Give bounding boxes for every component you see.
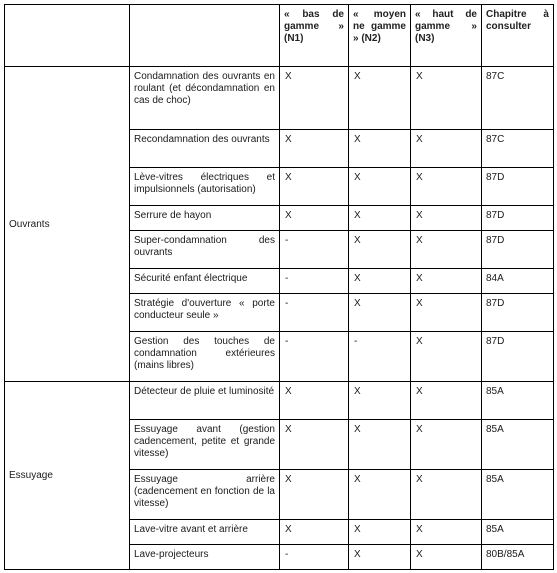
n2-cell: - <box>349 332 411 382</box>
n1-cell: X <box>280 382 349 420</box>
header-n1: « bas de gamme » (N1) <box>280 5 349 67</box>
n2-cell: X <box>349 130 411 168</box>
chapter-cell: 84A <box>482 269 554 294</box>
chapter-cell: 85A <box>482 520 554 545</box>
n1-cell: - <box>280 269 349 294</box>
n3-cell: X <box>411 382 482 420</box>
n2-cell: X <box>349 545 411 570</box>
feature-cell: Essuyage avant (gestion cadencement, petite et grande vitesse) <box>130 420 280 470</box>
feature-cell: Essuyage arrière (cadencement en fonction de la vitesse) <box>130 470 280 520</box>
n3-cell: X <box>411 520 482 545</box>
n2-cell: X <box>349 382 411 420</box>
category-cell: Ouvrants <box>5 67 130 382</box>
feature-cell: Lave-projecteurs <box>130 545 280 570</box>
feature-cell: Stratégie d'ouverture « porte conducteur seule » <box>130 294 280 332</box>
n1-cell: - <box>280 294 349 332</box>
chapter-cell: 87D <box>482 332 554 382</box>
header-n3: « haut de gamme » (N3) <box>411 5 482 67</box>
chapter-cell: 80B/85A <box>482 545 554 570</box>
n1-cell: - <box>280 332 349 382</box>
n3-cell: X <box>411 332 482 382</box>
chapter-cell: 85A <box>482 382 554 420</box>
n1-cell: - <box>280 545 349 570</box>
feature-cell: Sécurité enfant électrique <box>130 269 280 294</box>
chapter-cell: 87C <box>482 130 554 168</box>
header-n2: « moyen ne gamme » (N2) <box>349 5 411 67</box>
chapter-cell: 85A <box>482 420 554 470</box>
feature-cell: Recondamnation des ouvrants <box>130 130 280 168</box>
table-body <box>5 67 554 570</box>
n1-cell: X <box>280 67 349 130</box>
n3-cell: X <box>411 67 482 130</box>
chapter-cell: 87D <box>482 206 554 231</box>
header-chapter: Chapitre à consulter <box>482 5 554 67</box>
chapter-cell: 87D <box>482 294 554 332</box>
feature-cell: Détecteur de pluie et luminosité <box>130 382 280 420</box>
n2-cell: X <box>349 470 411 520</box>
n3-cell: X <box>411 130 482 168</box>
chapter-cell: 87D <box>482 231 554 269</box>
chapter-cell: 87C <box>482 67 554 130</box>
header-feature <box>130 5 280 67</box>
n3-cell: X <box>411 206 482 231</box>
n3-cell: X <box>411 168 482 206</box>
table-row <box>5 382 554 420</box>
n1-cell: X <box>280 206 349 231</box>
feature-cell: Lave-vitre avant et arrière <box>130 520 280 545</box>
n1-cell: X <box>280 420 349 470</box>
n1-cell: X <box>280 130 349 168</box>
n3-cell: X <box>411 231 482 269</box>
n1-cell: X <box>280 470 349 520</box>
n3-cell: X <box>411 269 482 294</box>
chapter-cell: 87D <box>482 168 554 206</box>
n3-cell: X <box>411 420 482 470</box>
table-row <box>5 67 554 130</box>
chapter-cell: 85A <box>482 470 554 520</box>
n1-cell: X <box>280 520 349 545</box>
n3-cell: X <box>411 545 482 570</box>
n2-cell: X <box>349 206 411 231</box>
equipment-table <box>4 4 554 570</box>
category-cell: Essuyage <box>5 382 130 570</box>
n1-cell: X <box>280 168 349 206</box>
n2-cell: X <box>349 231 411 269</box>
feature-cell: Super-condamnation des ouvrants <box>130 231 280 269</box>
n3-cell: X <box>411 470 482 520</box>
feature-cell: Condamnation des ouvrants en roulant (et décondamnation en cas de choc) <box>130 67 280 130</box>
n2-cell: X <box>349 67 411 130</box>
feature-cell: Serrure de hayon <box>130 206 280 231</box>
n2-cell: X <box>349 168 411 206</box>
feature-cell: Lève-vitres électriques et impulsionnels (autorisation) <box>130 168 280 206</box>
n2-cell: X <box>349 269 411 294</box>
n1-cell: - <box>280 231 349 269</box>
feature-cell: Gestion des touches de condamnation extérieures (mains libres) <box>130 332 280 382</box>
n3-cell: X <box>411 294 482 332</box>
n2-cell: X <box>349 294 411 332</box>
header-category <box>5 5 130 67</box>
header-row <box>5 5 554 67</box>
n2-cell: X <box>349 520 411 545</box>
n2-cell: X <box>349 420 411 470</box>
